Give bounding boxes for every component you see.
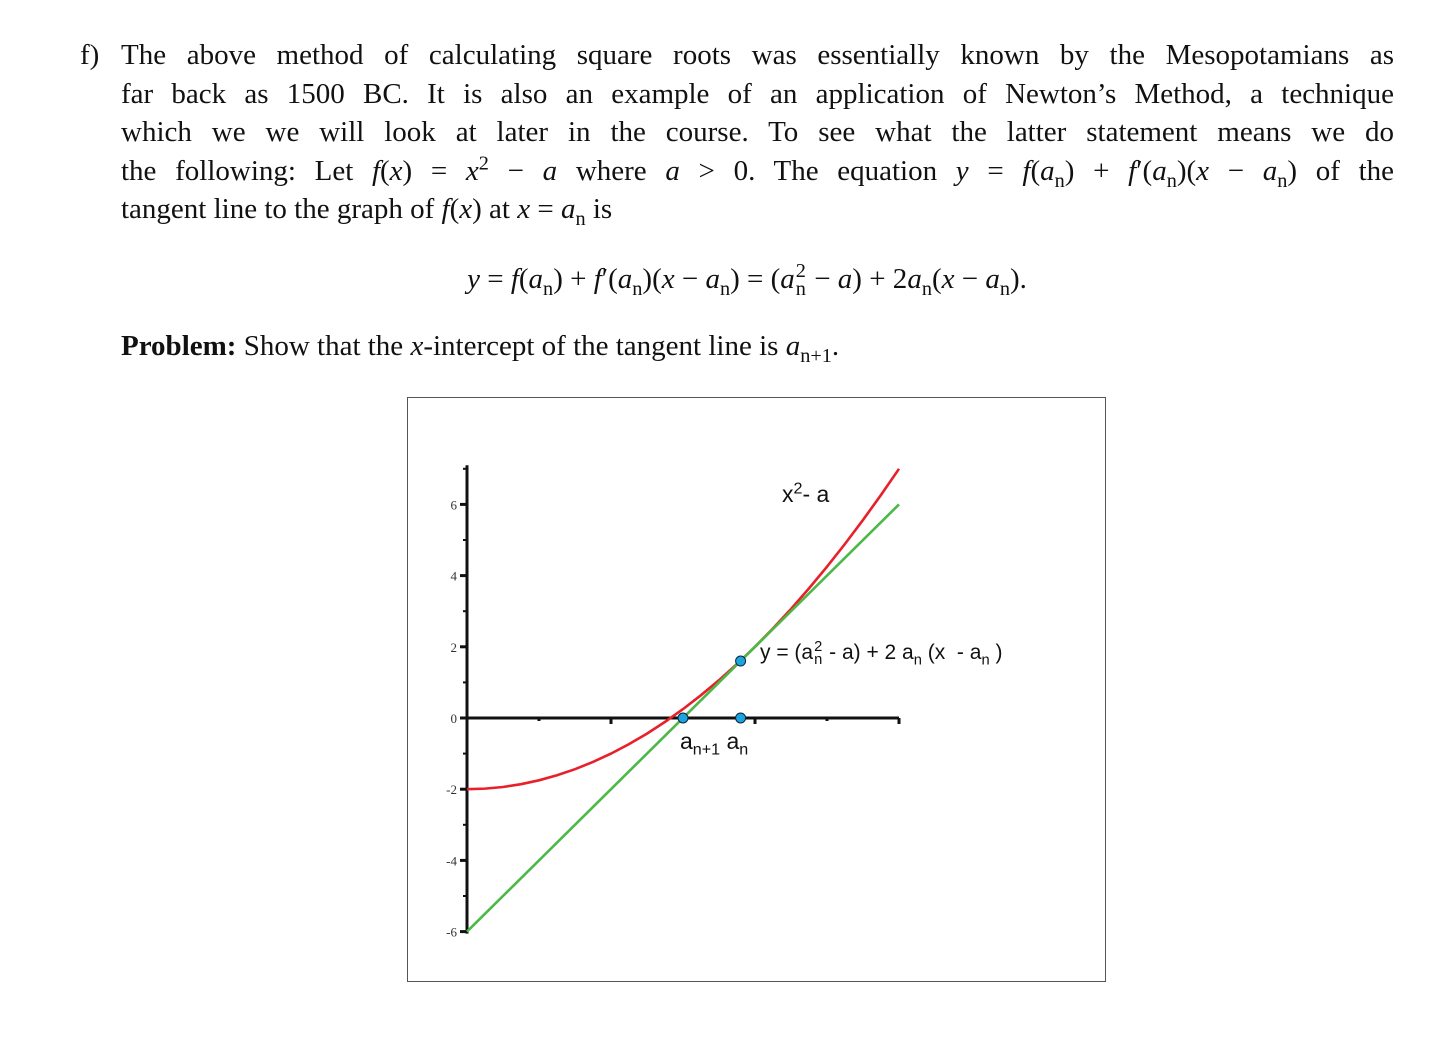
text-run: ( — [449, 193, 460, 226]
text-run: where — [557, 154, 666, 187]
text-run: − — [674, 263, 706, 296]
point-a_n — [736, 713, 746, 723]
math-symbol: x — [1196, 154, 1210, 187]
text-run: which we we will look at later in the course. To see what the latter statement means we do — [121, 116, 1394, 149]
text-run: = — [530, 193, 561, 226]
text-run: tangent line to the graph of — [121, 193, 442, 226]
text-run: a — [680, 728, 693, 754]
math-symbol: x — [459, 193, 473, 226]
text-run: . — [831, 330, 840, 362]
text-run: − — [1209, 154, 1263, 187]
curve-label — [782, 481, 829, 508]
text-run: > 0. The equation — [679, 154, 956, 187]
y-tick-label: -6 — [446, 924, 457, 940]
math-symbol: f — [1022, 154, 1031, 187]
math-symbol: a — [837, 263, 853, 296]
subscript: n — [739, 740, 749, 759]
text-run: ) = — [402, 154, 466, 187]
text-run: x — [782, 481, 794, 507]
subscript: n — [632, 277, 643, 300]
script: n — [795, 278, 806, 301]
superscript: 2 — [793, 479, 803, 498]
math-symbol: y — [955, 154, 969, 187]
math-symbol: f — [593, 263, 602, 296]
text-run: ) + — [1064, 154, 1129, 187]
text-run: ( — [931, 263, 942, 296]
math-symbol: a — [542, 154, 558, 187]
y-tick-label: 6 — [450, 497, 457, 513]
math-symbol: x — [465, 154, 479, 187]
math-symbol: a — [907, 263, 922, 296]
math-symbol: a — [617, 263, 633, 296]
point-a_n+1 — [678, 713, 688, 723]
subscript: n — [1054, 169, 1065, 192]
y-tick-label: 4 — [450, 568, 457, 584]
math-symbol: f — [510, 263, 519, 296]
text-run: - a — [802, 481, 830, 507]
math-symbol: x — [517, 193, 531, 226]
subscript: n — [981, 652, 990, 669]
text-run: ′( — [601, 263, 618, 296]
math-symbol: a — [780, 263, 795, 296]
math-symbol: x — [389, 154, 403, 187]
item-label: f) — [80, 39, 100, 71]
text-run: − — [488, 154, 543, 187]
text-run: Show that the — [236, 330, 411, 362]
y-tick-label: 0 — [450, 711, 457, 726]
text-run: = — [968, 154, 1023, 187]
text-run: ) = ( — [730, 263, 781, 296]
subscript: n — [1166, 169, 1177, 192]
subscript: n+1 — [800, 344, 832, 367]
math-symbol: a — [665, 154, 680, 187]
superscript: 2 — [478, 152, 489, 175]
text-run: ′( — [1136, 154, 1153, 187]
subscript: n — [921, 277, 932, 300]
point-tangent-point — [736, 656, 746, 666]
math-symbol: a — [560, 193, 576, 226]
problem-heading: Problem: — [121, 330, 237, 362]
text-run: − — [954, 263, 986, 296]
subscript: n — [543, 277, 554, 300]
subscript: n+1 — [692, 740, 721, 759]
text-run: ) + 2 — [852, 263, 908, 296]
text-run: ) of the — [1287, 154, 1395, 187]
text-run: - a) + 2 a — [823, 641, 914, 665]
text-run: (x - a — [921, 641, 982, 665]
math-symbol: a — [785, 330, 801, 362]
subscript: n — [575, 208, 586, 231]
text-run: far back as 1500 BC. It is also an example of an application of Newton’s Method, a technique — [121, 77, 1394, 110]
math-symbol: f — [1128, 154, 1137, 187]
math-symbol: x — [410, 330, 424, 362]
text-run: The above method of calculating square roots was essentially known by the Mesopotamians as — [121, 39, 1394, 71]
text-run: ( — [518, 263, 529, 296]
text-run: ( — [1030, 154, 1041, 187]
text-run: )( — [1176, 154, 1197, 187]
math-symbol: a — [705, 263, 720, 296]
script: n — [814, 652, 823, 669]
script: 2 — [814, 639, 823, 655]
script: 2 — [795, 260, 806, 282]
intercept-labels — [680, 728, 749, 759]
math-symbol: x — [661, 263, 675, 296]
text-run: ) — [989, 641, 1003, 665]
sup-sub-stack — [814, 641, 822, 667]
subscript: n — [719, 277, 731, 300]
math-symbol: f — [371, 154, 380, 187]
y-tick-label: 2 — [450, 639, 457, 655]
math-symbol: a — [1040, 154, 1055, 187]
text-run: is — [585, 193, 613, 226]
text-run: y = (a — [760, 641, 814, 665]
text-run: = — [479, 263, 511, 296]
subscript: n — [913, 652, 922, 669]
text-run: ) + — [553, 263, 594, 296]
text-run: − — [806, 263, 838, 296]
text-run: ). — [1010, 263, 1027, 296]
math-symbol: x — [941, 263, 955, 296]
math-symbol: a — [985, 263, 1000, 296]
text-run: ) at — [472, 193, 518, 226]
math-symbol: a — [1262, 154, 1278, 187]
subscript: n — [1277, 169, 1288, 192]
tangent-equation-label — [760, 641, 1002, 667]
text-run: the following: Let — [121, 154, 372, 187]
text-run: )( — [642, 263, 662, 296]
text-run: ( — [380, 154, 390, 187]
math-symbol: a — [1152, 154, 1167, 187]
text-run: a — [720, 728, 740, 754]
math-symbol: f — [441, 193, 450, 226]
y-tick-label: -4 — [446, 853, 457, 869]
math-symbol: a — [528, 263, 544, 296]
y-tick-label: -2 — [446, 782, 457, 798]
text-run: -intercept of the tangent line is — [423, 330, 786, 362]
math-symbol: y — [467, 263, 480, 296]
subscript: n — [999, 277, 1010, 300]
